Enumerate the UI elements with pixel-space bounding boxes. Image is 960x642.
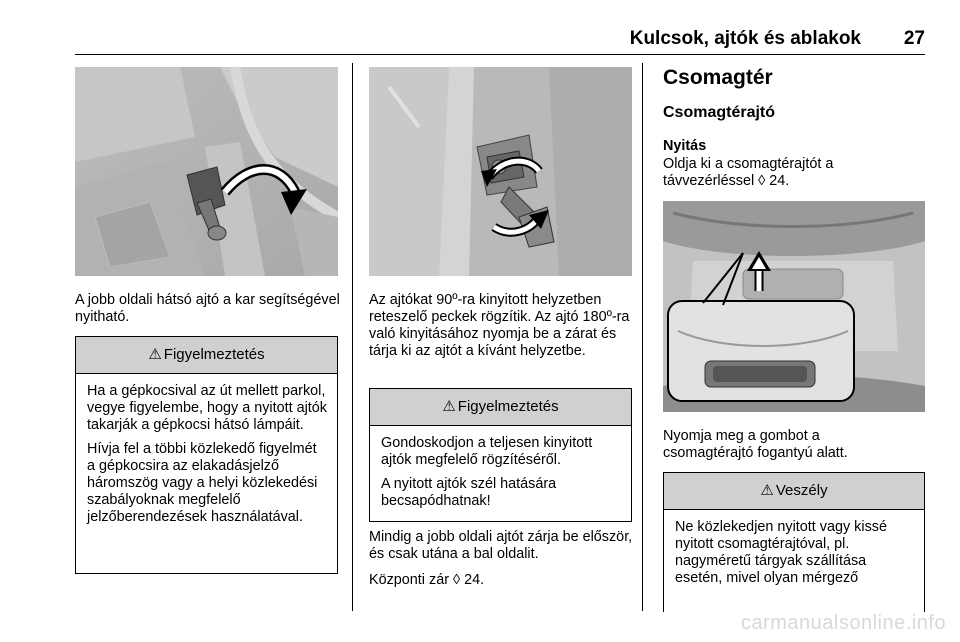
warning-header xyxy=(370,389,631,426)
lever-caption: A jobb oldali hátsó ajtó a kar segítségével nyitható. xyxy=(75,292,340,325)
danger-header xyxy=(664,473,924,510)
door-check-caption: Az ajtókat 90º-ra kinyitott helyzetben reteszelő peckek rögzítik. Az ajtó 180º-ra való kinyitásához nyomja be a zárat és tárja ki az ajtót a kívánt helyzetbe. xyxy=(369,292,630,359)
warning-box-wind xyxy=(369,388,632,522)
warning-paragraph: A nyitott ajtók szél hatására becsapódhatnak! xyxy=(381,476,557,509)
warning-title: Figyelmeztetés xyxy=(163,346,265,363)
warning-icon: ⚠ xyxy=(442,398,456,415)
page-number: 27 xyxy=(903,28,925,49)
warning-body xyxy=(370,426,631,510)
central-lock-reference: Központi zár ◊ 24. xyxy=(369,572,485,588)
tailgate-button-illustration xyxy=(663,201,925,412)
closing-order-text: Mindig a jobb oldali ajtót zárja be először, és csak utána a bal oldalit. xyxy=(369,529,633,562)
column-divider-1 xyxy=(352,63,353,611)
column-divider-2 xyxy=(642,63,643,611)
warning-body xyxy=(76,374,337,526)
danger-paragraph: Ne közlekedjen nyitott vagy kissé nyitott csomagtérajtóval, pl. nagyméretű tárgyak szállítása esetén, mivel olyan mérgező xyxy=(675,519,887,586)
header-rule xyxy=(75,54,925,55)
section-heading: Csomagtér xyxy=(663,66,773,89)
danger-icon: ⚠ xyxy=(760,482,774,499)
door-check-illustration xyxy=(369,67,632,276)
danger-title: Veszély xyxy=(775,482,828,499)
warning-box-door xyxy=(75,336,338,574)
press-button-text: Nyomja meg a gombot a csomagtérajtó fogantyú alatt. xyxy=(663,428,848,461)
warning-icon: ⚠ xyxy=(148,346,162,363)
danger-body xyxy=(664,510,924,587)
watermark: carmanualsonline.info xyxy=(740,612,946,634)
rear-door-lever-illustration xyxy=(75,67,338,276)
warning-title: Figyelmeztetés xyxy=(457,398,559,415)
remote-unlock-text: Oldja ki a csomagtérajtót a távvezérléssel ◊ 24. xyxy=(663,156,834,189)
subsection-heading: Csomagtérajtó xyxy=(663,104,776,121)
warning-header xyxy=(76,337,337,374)
subsubsection-heading: Nyitás xyxy=(663,138,707,154)
warning-paragraph: Hívja fel a többi közlekedő figyelmét a gépkocsira az elakadásjelző háromszög vagy a helyi közlekedési szabályoknak megfelelő jelzőberendezések használatával. xyxy=(87,441,318,525)
warning-paragraph: Ha a gépkocsival az út mellett parkol, vegye figyelembe, hogy a nyitott ajtók takarják a gépkocsi hátsó lámpáit. xyxy=(87,383,327,433)
danger-box xyxy=(663,472,925,612)
section-title: Kulcsok, ajtók és ablakok xyxy=(629,28,861,49)
warning-paragraph: Gondoskodjon a teljesen kinyitott ajtók megfelelő rögzítéséről. xyxy=(381,435,593,468)
